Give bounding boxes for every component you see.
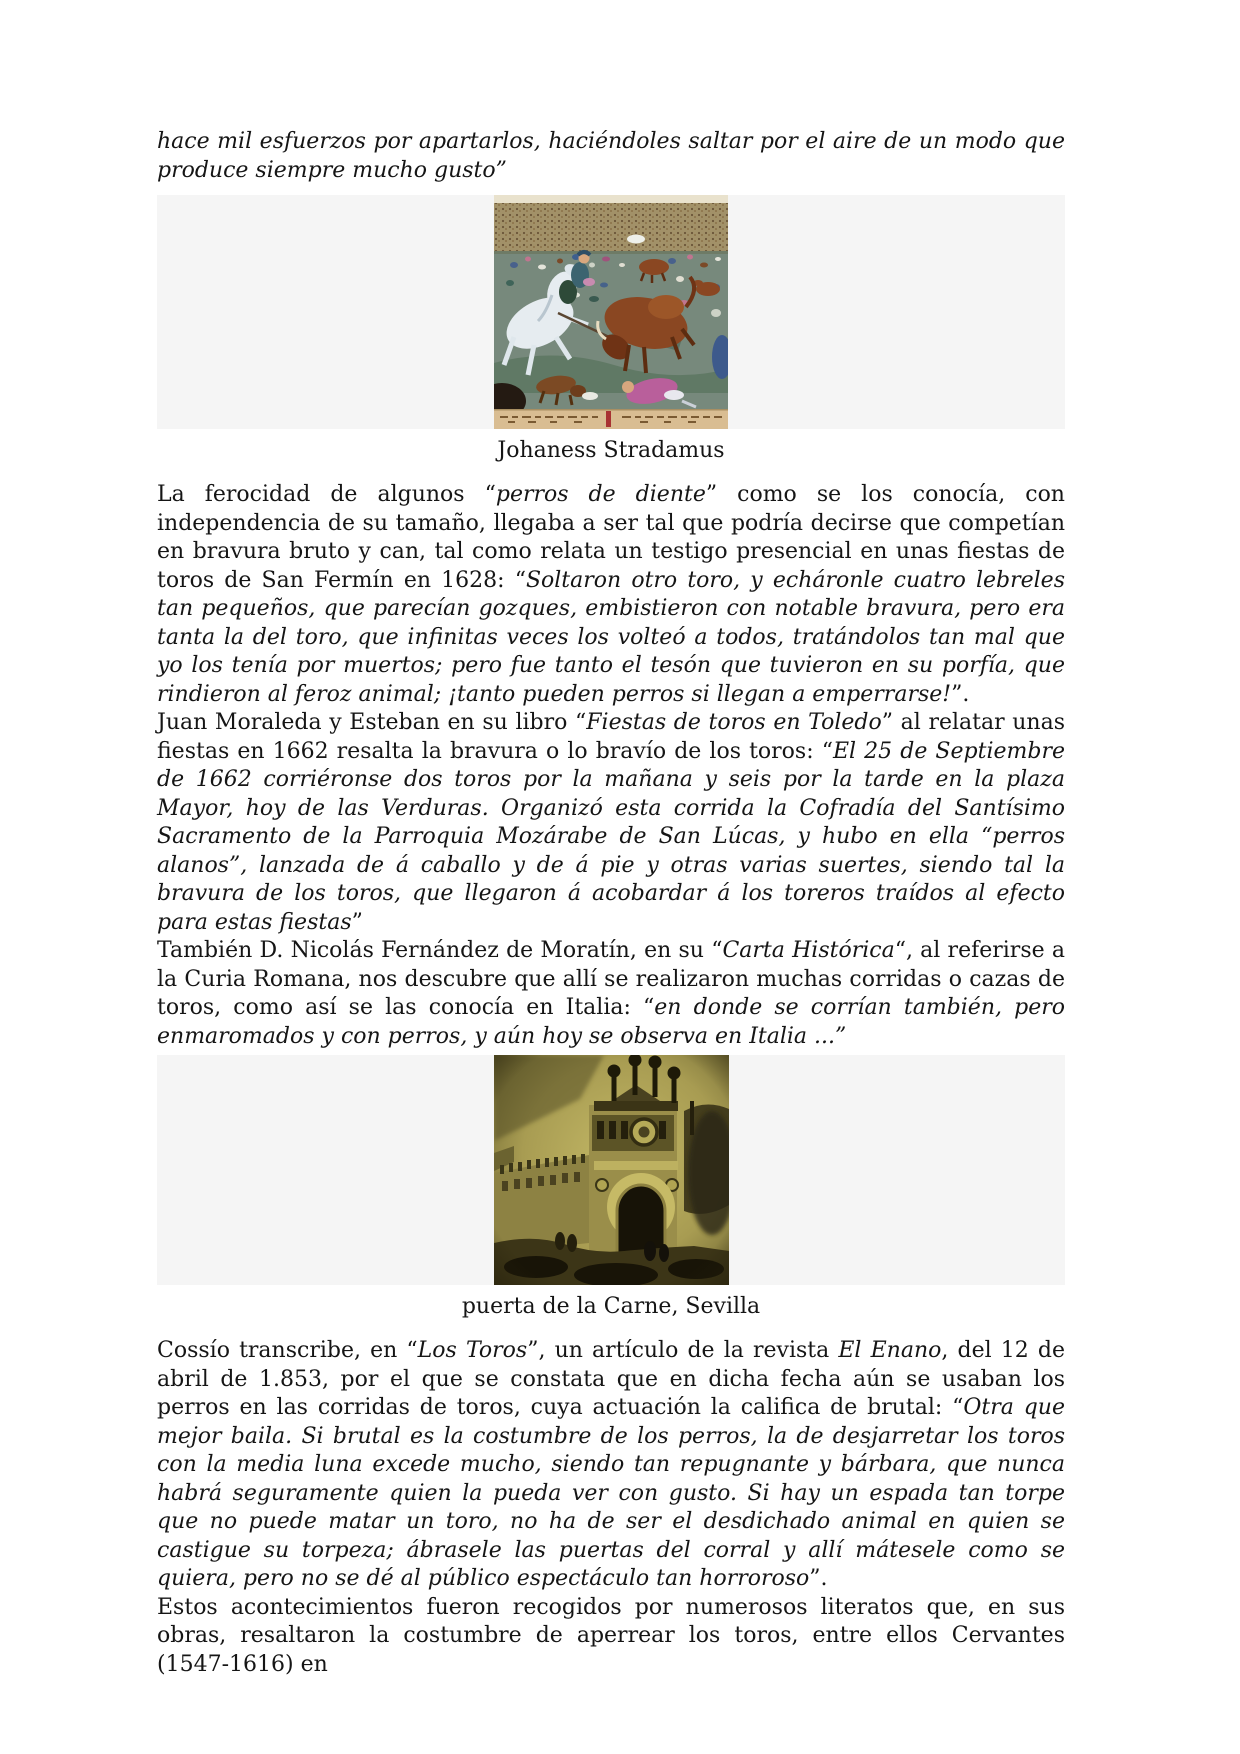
quoted-italic-text: Fiestas de toros en Toledo — [586, 710, 882, 735]
image-strip — [157, 195, 1065, 429]
body-run: ”. — [809, 1566, 828, 1591]
figure-stradamus — [157, 195, 1065, 464]
body-run: Juan Moraleda y Esteban en su libro “ — [157, 710, 587, 735]
quoted-italic-text: Los Toros — [417, 1338, 528, 1363]
body-run: Estos acontecimientos fueron recogidos por numerosos literatos que, en sus obras, resaltaron la costumbre de aperrear los toros, entre ellos Cervantes (1547-1616) en — [157, 1594, 1065, 1677]
paragraph-cossio — [157, 1337, 1065, 1594]
quoted-italic-text: Carta Histórica — [722, 938, 895, 963]
body-run: “, al referirse a la Curia Romana, nos descubre que allí se realizaron muchas corridas o cazas de toros, como así se las conocía en Italia: “ — [157, 938, 1065, 1020]
body-run: ” como se los conocía, con independencia de su tamaño, llegaba a ser tal que podría decirse que competían en bravura bruto y can, tal como relata un testigo presencial en unas fiestas de toros de San Fermín en 1628: “ — [157, 482, 1065, 593]
quoted-italic-text: Otra que mejor baila. Si brutal es la costumbre de los perros, la de desjarretar los toros con la media luna excede mucho, siendo tan repugnante y bárbara, que nunca habrá seguramente quien la pueda ver con gusto. Si hay un espada tan torpe que no puede matar un toro, no ha de ser el desdichado animal en quien se castigue su torpeza; ábrasele las puertas del corral y allí mátesele como se quiera, pero no se dé al público espectáculo tan horroroso — [157, 1395, 1065, 1591]
body-run: Cossío transcribe, en “ — [157, 1338, 418, 1363]
quoted-italic-text: El 25 de Septiembre de 1662 corriéronse dos toros por la mañana y seis por la tarde en la plaza Mayor, hoy de las Verduras. Organizó esta corrida la Cofradía del Santísimo Sacramento de la Parroquia Mozárabe de San Lúcas, y hubo en ella “perros alanos”, lanzada de á caballo y de á pie y otras varias suertes, siendo tal la bravura de los toros, que llegaron á acobardar á los toreros traídos al efecto para estas fiestas — [157, 738, 1065, 935]
body-run: ” al relatar unas fiestas en 1662 resalta la bravura o lo bravío de los toros: “ — [157, 710, 1065, 764]
paragraph-moraleda — [157, 709, 1065, 937]
bull-hunt-painting-image — [494, 195, 728, 429]
quoted-italic-text: perros de diente — [495, 482, 706, 507]
paragraph-literatos — [157, 1594, 1065, 1680]
figure-puerta-carne — [157, 1055, 1065, 1320]
quoted-italic-text: Soltaron otro toro, y echáronle cuatro lebreles tan pequeños, que parecían gozques, embistieron con notable bravura, pero era tanta la del toro, que infinitas veces los volteó a todos, tratándolos tan mal que yo los tenía por muertos; pero fue tanto el tesón que tuvieron en su porfía, que rindieron al feroz animal; ¡tanto pueden perros si llegan a emperrarse! — [157, 567, 1065, 707]
paragraph-moratin — [157, 937, 1065, 1051]
body-run: , del 12 de abril de 1.853, por el que se constata que en dicha fecha aún se usaban los perros en las corridas de toros, cuya actuación la califica de brutal: “ — [157, 1338, 1065, 1420]
body-run: También D. Nicolás Fernández de Moratín, en su “ — [157, 938, 723, 963]
body-run: ” — [351, 909, 363, 935]
carne-gate-photo-image — [494, 1055, 729, 1285]
paragraph-ferocidad — [157, 481, 1065, 709]
figure-caption-puerta-carne: puerta de la Carne, Sevilla — [461, 1294, 761, 1319]
body-run: ”. — [951, 681, 970, 707]
quoted-italic-text: hace mil esfuerzos por apartarlos, haciéndoles saltar por el aire de un modo que produce siempre mucho gusto” — [157, 129, 1065, 183]
quoted-italic-text: en donde se corrían también, pero enmaromados y con perros, y aún hoy se observa en Italia ...” — [157, 995, 1065, 1049]
figure-caption-stradamus: Johaness Stradamus — [497, 438, 725, 463]
image-strip — [157, 1055, 1065, 1285]
quoted-italic-text: El Enano — [838, 1338, 942, 1363]
body-run: La ferocidad de algunos “ — [157, 482, 496, 507]
body-run: ”, un artículo de la revista — [527, 1338, 839, 1363]
intro-quote — [157, 128, 1065, 185]
